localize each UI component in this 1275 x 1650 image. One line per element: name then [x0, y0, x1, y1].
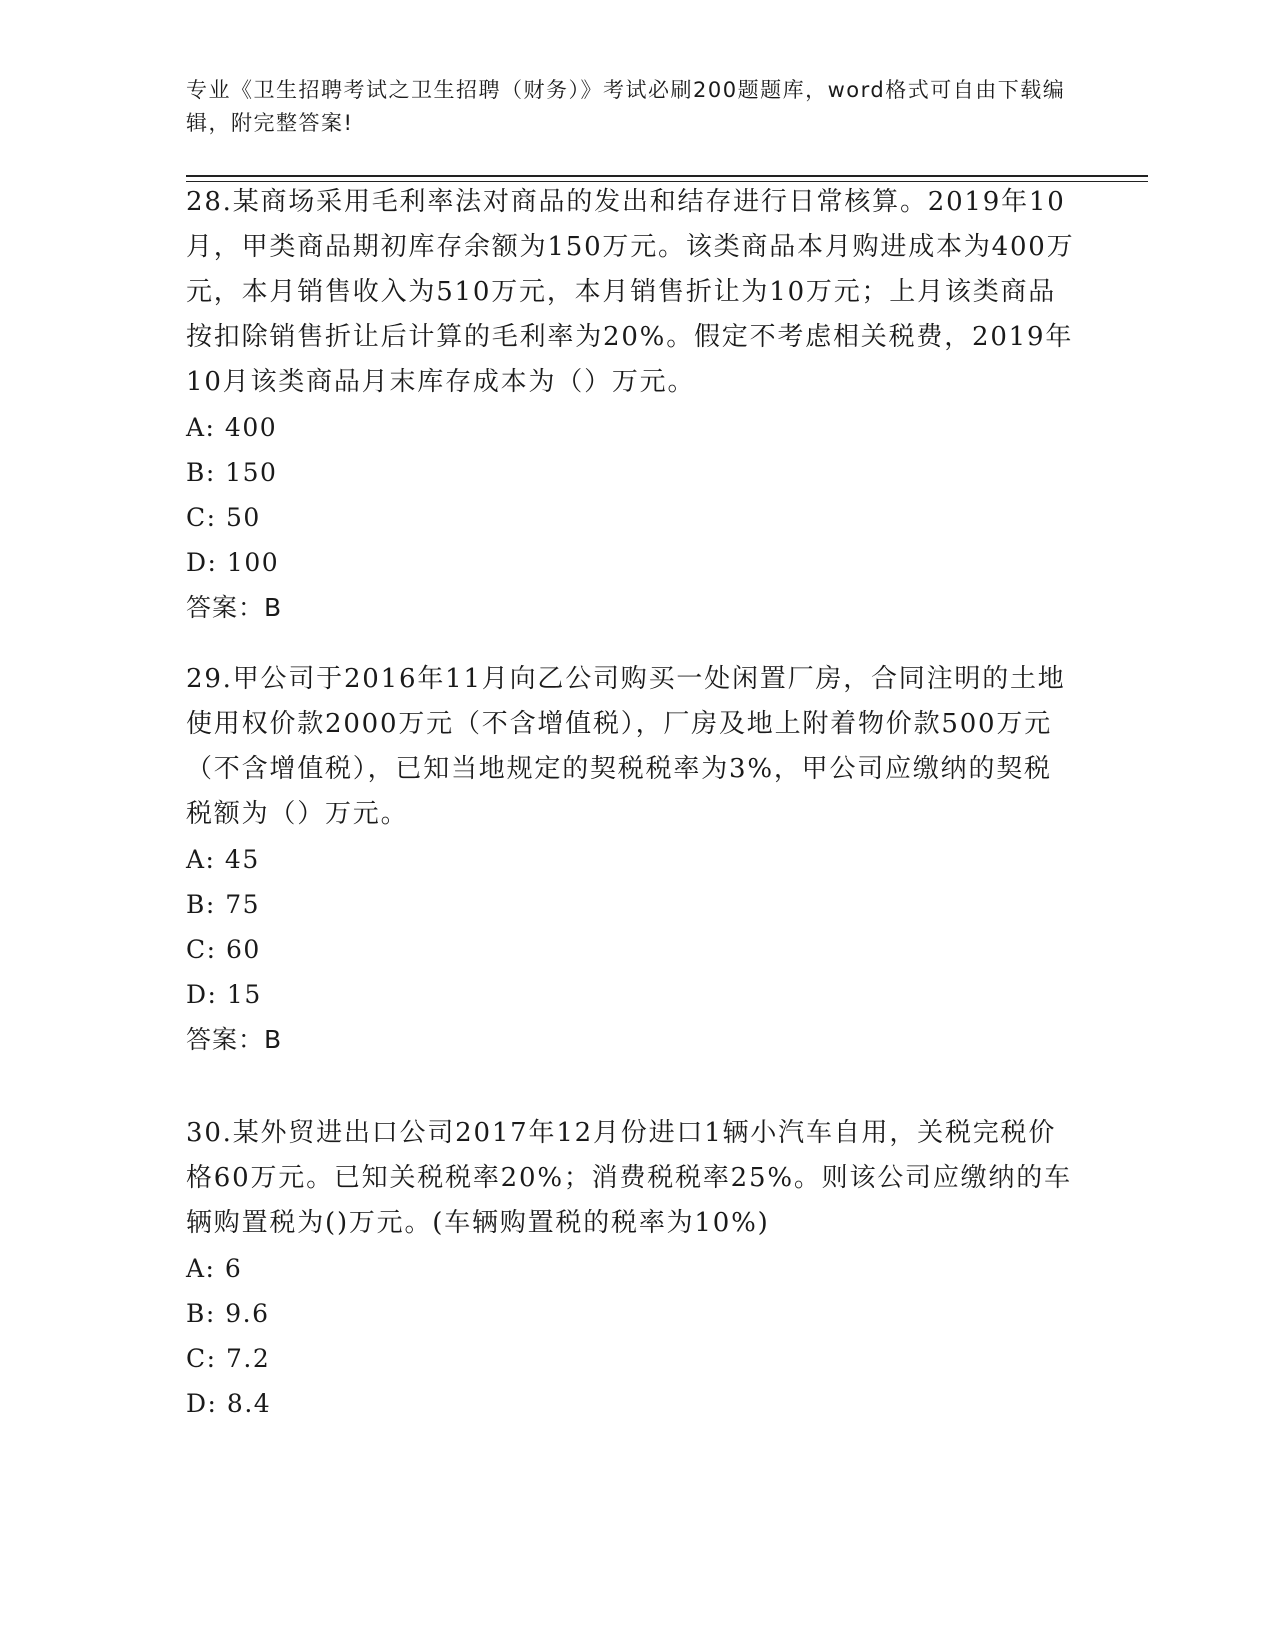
question-29 [186, 657, 1076, 1062]
question-30 [186, 1111, 1076, 1426]
document-header: 专业《卫生招聘考试之卫生招聘（财务）》考试必刷200题题库，word格式可自由下载编辑，附完整答案! [186, 78, 1066, 135]
question-28 [186, 180, 1076, 630]
header-divider-thick [186, 175, 1148, 177]
option-d: D: 8.4 [186, 1389, 272, 1418]
option-c: C: 7.2 [186, 1344, 271, 1373]
question-text: 30.某外贸进出口公司2017年12月份进口1辆小汽车自用，关税完税价格60万元。已知关税税率20%；消费税税率25%。则该公司应缴纳的车辆购置税为()万元。(车辆购置税的税率为10%) [186, 1118, 1072, 1238]
option-b: B: 75 [186, 890, 261, 919]
option-b: B: 150 [186, 458, 278, 487]
question-text: 29.甲公司于2016年11月向乙公司购买一处闲置厂房，合同注明的土地使用权价款2000万元（不含增值税），厂房及地上附着物价款500万元（不含增值税），已知当地规定的契税税率为3%，甲公司应缴纳的契税税额为（）万元。 [186, 664, 1066, 829]
option-a: A: 400 [186, 413, 278, 442]
option-d: D: 100 [186, 548, 280, 577]
question-text: 28.某商场采用毛利率法对商品的发出和结存进行日常核算。2019年10月，甲类商品期初库存余额为150万元。该类商品本月购进成本为400万元，本月销售收入为510万元，本月销售折让为10万元；上月该类商品按扣除销售折让后计算的毛利率为20%。假定不考虑相关税费，2019年10月该类商品月末库存成本为（）万元。 [186, 187, 1075, 397]
option-c: C: 50 [186, 503, 261, 532]
option-a: A: 45 [186, 845, 260, 874]
option-d: D: 15 [186, 980, 262, 1009]
answer: 答案：B [186, 593, 283, 622]
option-c: C: 60 [186, 935, 261, 964]
option-a: A: 6 [186, 1254, 243, 1283]
answer: 答案：B [186, 1025, 283, 1054]
option-b: B: 9.6 [186, 1299, 270, 1328]
